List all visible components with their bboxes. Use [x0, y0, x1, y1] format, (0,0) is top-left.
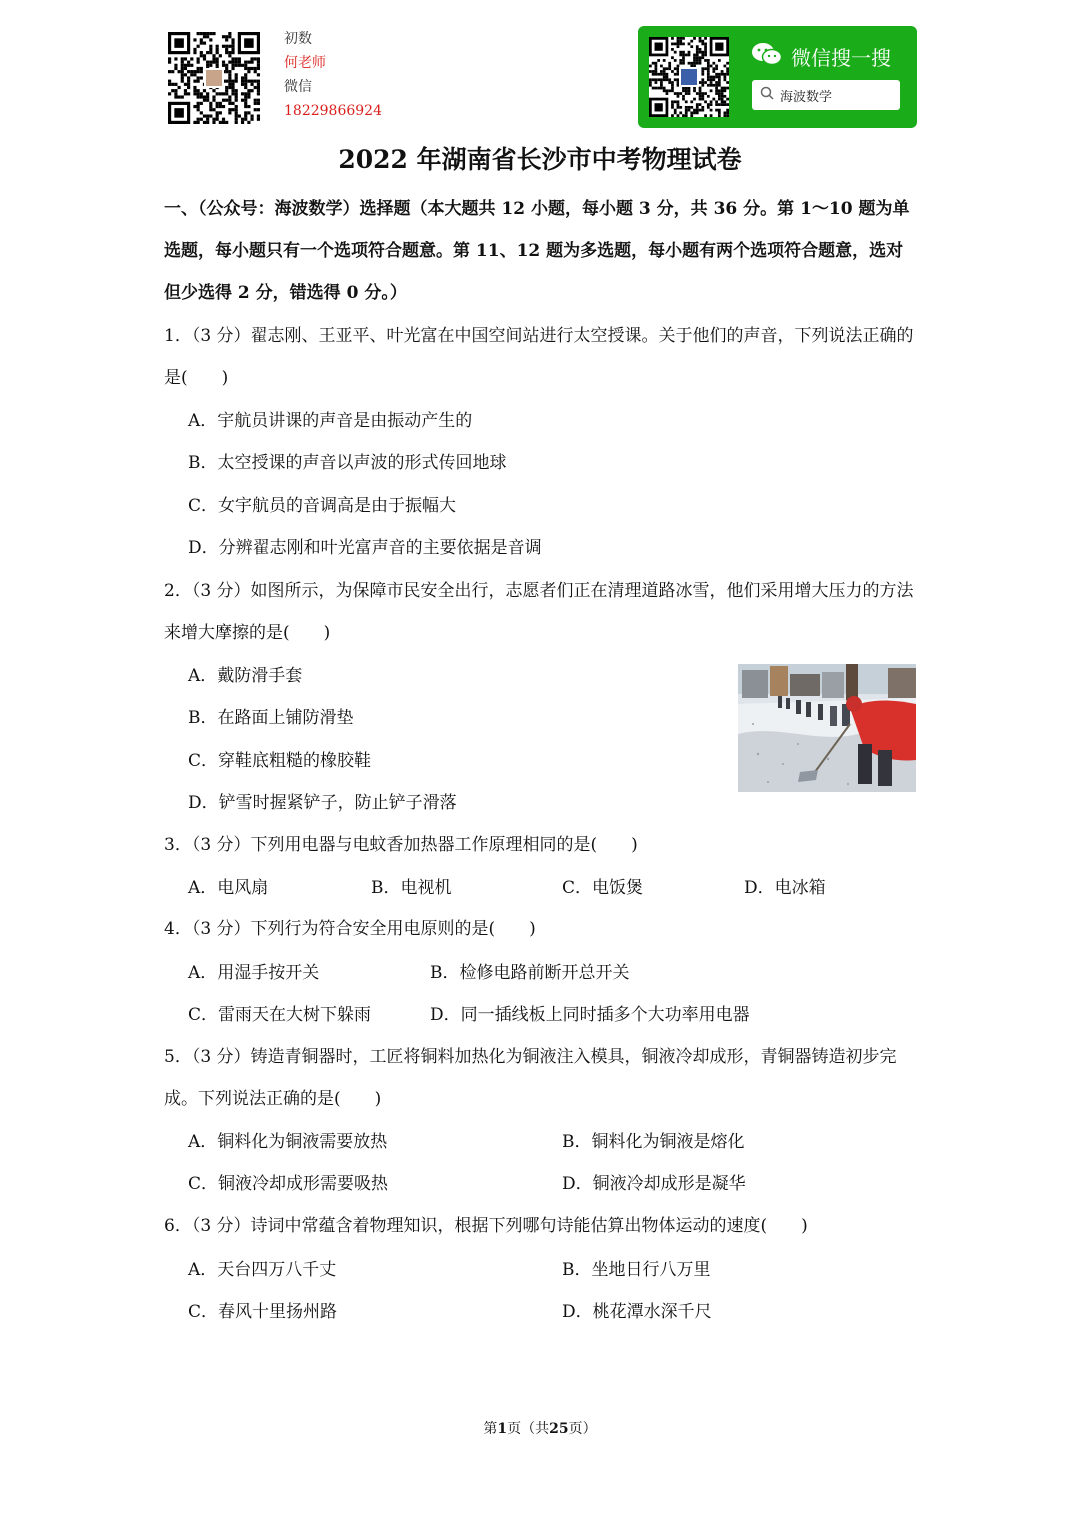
search-icon [760, 86, 774, 104]
question-4-option-a: A．用湿手按开关 [188, 963, 320, 983]
snow-clearing-photo [738, 664, 916, 792]
contact-line-3: 微信 [284, 79, 312, 95]
section-heading: 一、（公众号：海波数学）选择题（本大题共 12 小题，每小题 3 分，共 36 分。第 1～10 题为单选题，每小题只有一个选项符合题意。第 11、12 题为多选题，每小题有两个选项符合题意，选对但少选得 2 分，错选得 0 分。） [164, 199, 910, 303]
contact-phone: 18229866924 [284, 103, 382, 119]
question-5-option-c: C．铜液冷却成形需要吸热 [188, 1174, 389, 1194]
contact-line-1: 初数 [284, 31, 312, 47]
question-1-option-b: B．太空授课的声音以声波的形式传回地球 [188, 453, 507, 473]
qr-code-image [168, 32, 260, 124]
question-2-option-c: C．穿鞋底粗糙的橡胶鞋 [188, 751, 372, 771]
question-5-option-d: D．铜液冷却成形是凝华 [562, 1174, 746, 1194]
wechat-search-banner [638, 26, 917, 128]
question-1-option-d: D．分辨翟志刚和叶光富声音的主要依据是音调 [188, 538, 542, 558]
footer-total-pages: 25 [549, 1421, 569, 1437]
footer-prefix: 第 [483, 1421, 498, 1437]
footer-page-number: 1 [497, 1421, 508, 1437]
wechat-brand-label: 微信搜一搜 [791, 45, 891, 70]
question-3-option-d: D．电冰箱 [744, 878, 826, 898]
wechat-qr-code [649, 37, 729, 117]
question-3-option-a: A．电风扇 [188, 878, 269, 898]
question-6-option-d: D．桃花潭水深千尺 [562, 1302, 712, 1322]
wechat-brand [751, 40, 891, 72]
question-3-stem: 3．（3 分）下列用电器与电蚊香加热器工作原理相同的是( ) [164, 835, 638, 855]
question-3-option-b: B．电视机 [371, 878, 452, 898]
question-2-option-b: B．在路面上铺防滑垫 [188, 708, 354, 728]
question-4-option-b: B．检修电路前断开总开关 [430, 963, 630, 983]
question-1-option-c: C．女宇航员的音调高是由于振幅大 [188, 496, 457, 516]
question-6-stem: 6．（3 分）诗词中常蕴含着物理知识，根据下列哪句诗能估算出物体运动的速度( ) [164, 1216, 808, 1236]
question-5-option-a: A．铜料化为铜液需要放热 [188, 1132, 388, 1152]
page-title: 2022 年湖南省长沙市中考物理试卷 [338, 145, 742, 174]
question-5-stem: 5．（3 分）铸造青铜器时，工匠将铜料加热化为铜液注入模具，铜液冷却成形，青铜器铸造初步完成。下列说法正确的是( ) [164, 1047, 897, 1109]
question-2-option-a: A．戴防滑手套 [188, 666, 303, 686]
question-6-option-b: B．坐地日行八万里 [562, 1260, 711, 1280]
contact-info [284, 27, 382, 123]
wechat-logo-icon [751, 41, 783, 72]
question-4-option-d: D．同一插线板上同时插多个大功率用电器 [430, 1005, 750, 1025]
question-1-stem: 1．（3 分）翟志刚、王亚平、叶光富在中国空间站进行太空授课。关于他们的声音，下列说法正确的是( ) [164, 326, 914, 388]
question-6-option-c: C．春风十里扬州路 [188, 1302, 338, 1322]
wechat-search-text: 海波数学 [780, 89, 833, 105]
page-footer [0, 1414, 1080, 1444]
footer-middle: 页（共 [507, 1421, 550, 1437]
question-1-option-a: A．宇航员讲课的声音是由振动产生的 [188, 411, 473, 431]
wechat-search-box [752, 80, 900, 110]
question-5-option-b: B．铜料化为铜液是熔化 [562, 1132, 745, 1152]
footer-suffix: 页） [568, 1421, 597, 1437]
question-4-option-c: C．雷雨天在大树下躲雨 [188, 1005, 372, 1025]
question-2-option-d: D．铲雪时握紧铲子，防止铲子滑落 [188, 793, 457, 813]
question-6-option-a: A．天台四万八千丈 [188, 1260, 337, 1280]
contact-name: 何老师 [284, 55, 326, 71]
question-4-stem: 4．（3 分）下列行为符合安全用电原则的是( ) [164, 919, 536, 939]
question-2-stem: 2．（3 分）如图所示，为保障市民安全出行，志愿者们正在清理道路冰雪，他们采用增大压力的方法来增大摩擦的是( ) [164, 581, 914, 643]
question-3-option-c: C．电饭煲 [562, 878, 644, 898]
